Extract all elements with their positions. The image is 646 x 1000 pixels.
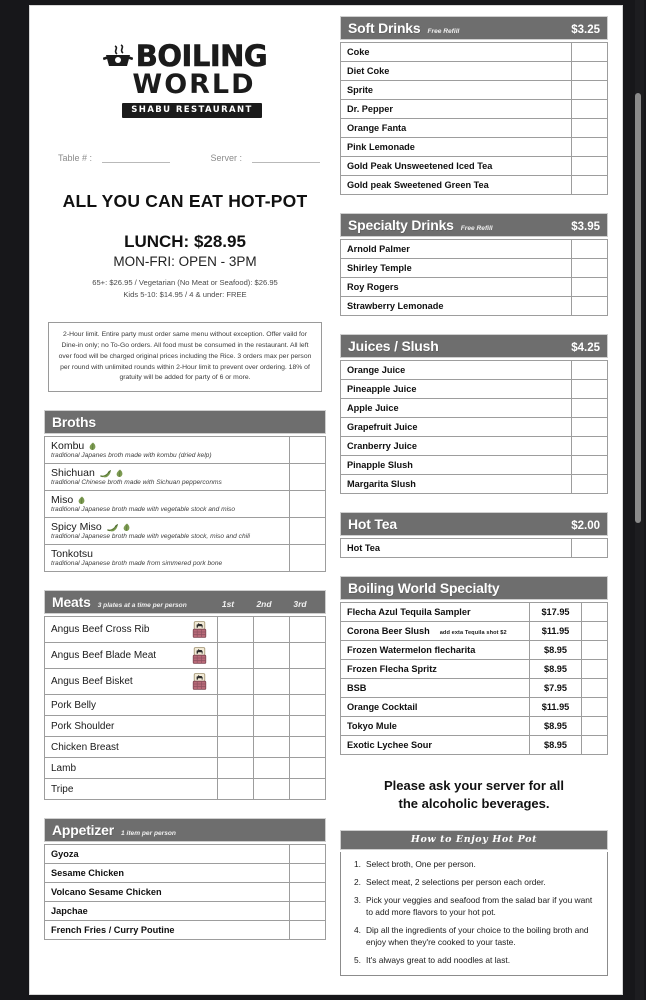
- broth-checkbox-cell[interactable]: [290, 464, 326, 491]
- table-row: [341, 660, 608, 679]
- meat-checkbox-1st[interactable]: [218, 716, 254, 737]
- meat-checkbox-3rd[interactable]: [290, 695, 326, 716]
- table-number-label: Table # :: [58, 152, 93, 163]
- specialty-drink-item-checkbox[interactable]: [572, 259, 608, 278]
- specialty-item-name: Flecha Azul Tequila Sampler: [347, 607, 471, 617]
- broth-cell: [45, 491, 290, 518]
- table-row: [341, 437, 608, 456]
- meat-cell: [45, 669, 218, 695]
- table-row: [341, 539, 608, 558]
- table-row: [45, 643, 326, 669]
- appetizer-item: Sesame Chicken: [45, 864, 290, 883]
- table-row: [341, 81, 608, 100]
- meat-checkbox-2nd[interactable]: [254, 695, 290, 716]
- meats-column-headers: [210, 599, 318, 609]
- specialty-item-name: Orange Cocktail: [347, 702, 418, 712]
- broth-description: traditional Japanese broth made with vegetable stock and miso: [51, 506, 236, 514]
- table-row: [341, 361, 608, 380]
- how-to-step-text: Pick your veggies and seafood from the salad bar if you want to add more flavors to your hot pot.: [366, 894, 593, 917]
- table-row: [45, 864, 326, 883]
- meat-checkbox-1st[interactable]: [218, 758, 254, 779]
- specialty-drink-item-checkbox[interactable]: [572, 297, 608, 316]
- how-to-step: [350, 925, 598, 949]
- how-to-step-number: 5.: [354, 954, 361, 965]
- meat-checkbox-2nd[interactable]: [254, 716, 290, 737]
- juices-price: $4.25: [571, 341, 600, 354]
- broth-name: Miso: [51, 494, 74, 507]
- table-row: [341, 43, 608, 62]
- specialty-item-checkbox[interactable]: [582, 660, 608, 679]
- soft-drink-item-checkbox[interactable]: [572, 43, 608, 62]
- soft-drink-item-checkbox[interactable]: [572, 100, 608, 119]
- lunch-price: LUNCH: $28.95: [124, 231, 246, 251]
- juice-item-checkbox[interactable]: [572, 361, 608, 380]
- meat-checkbox-1st[interactable]: [218, 617, 254, 643]
- soft-drink-item-checkbox[interactable]: [572, 119, 608, 138]
- specialty-item-name: Frozen Flecha Spritz: [347, 664, 437, 674]
- menu-page: [30, 6, 622, 994]
- meat-checkbox-3rd[interactable]: [290, 669, 326, 695]
- alcohol-notice-line2: the alcoholic beverages.: [398, 795, 550, 811]
- table-row: [341, 259, 608, 278]
- specialty-drink-item: Shirley Temple: [341, 259, 572, 278]
- broth-description: traditional Japanese broth made with vegetable stock, miso and chili: [51, 533, 251, 541]
- alcohol-notice-line1: Please ask your server for all: [384, 778, 564, 793]
- appetizer-item: Volcano Sesame Chicken: [45, 883, 290, 902]
- table-row: [341, 278, 608, 297]
- meat-checkbox-3rd[interactable]: [290, 758, 326, 779]
- section-broths: [44, 410, 326, 572]
- meat-checkbox-1st[interactable]: [218, 695, 254, 716]
- specialty-item-cell: [341, 679, 530, 698]
- broth-cell: [45, 518, 290, 545]
- beef-cut-icon: [192, 673, 207, 690]
- table-row: [341, 100, 608, 119]
- meat-checkbox-2nd[interactable]: [254, 758, 290, 779]
- section-hot-tea: [340, 512, 608, 558]
- broth-checkbox-cell[interactable]: [290, 545, 326, 572]
- specialty-item-price: $7.95: [530, 679, 582, 698]
- soft-drink-item: Orange Fanta: [341, 119, 572, 138]
- page-title: ALL YOU CAN EAT HOT-POT: [62, 190, 308, 211]
- table-row: [45, 617, 326, 643]
- meat-cell: [45, 695, 218, 716]
- how-to-step-text: Select meat, 2 selections per person each order.: [366, 877, 546, 888]
- section-juices: [340, 334, 608, 494]
- lunch-note-line1: 65+: $26.95 / Vegetarian (No Meat or Seafood): $26.95: [92, 277, 278, 287]
- specialty-item-cell: [341, 736, 530, 755]
- broths-table: [44, 436, 326, 572]
- how-to-step-text: Dip all the ingredients of your choice to the boiling broth and enjoy when they're cooked to your taste.: [366, 924, 589, 947]
- bw-specialty-title: Boiling World Specialty: [348, 579, 500, 596]
- table-number-input[interactable]: [102, 152, 170, 163]
- specialty-item-price: $11.95: [530, 698, 582, 717]
- how-to-step-number: 3.: [354, 894, 361, 905]
- leaf-icon: [116, 469, 124, 478]
- meats-column-header: 2nd: [256, 598, 272, 609]
- table-row: [45, 779, 326, 800]
- hot-tea-title: Hot Tea: [348, 515, 397, 532]
- appetizer-subtitle: 1 item per person: [121, 829, 176, 837]
- specialty-item-checkbox[interactable]: [582, 622, 608, 641]
- soft-drink-item: Dr. Pepper: [341, 100, 572, 119]
- chili-icon: [107, 523, 118, 531]
- logo-text-world: WORLD: [132, 69, 256, 100]
- server-label: Server :: [210, 152, 243, 163]
- logo-text-boiling: BOILING: [135, 39, 268, 73]
- table-row: [341, 679, 608, 698]
- specialty-item-checkbox[interactable]: [582, 641, 608, 660]
- section-how-to-enjoy: [340, 830, 608, 975]
- table-row: [341, 62, 608, 81]
- table-row: [45, 464, 326, 491]
- juice-item: Cranberry Juice: [341, 437, 572, 456]
- table-row: [45, 695, 326, 716]
- meat-name: Angus Beef Blade Meat: [51, 650, 157, 662]
- table-row: [45, 545, 326, 572]
- meat-checkbox-3rd[interactable]: [290, 643, 326, 669]
- meat-name: Tripe: [51, 783, 74, 795]
- specialty-item-name: BSB: [347, 683, 367, 693]
- specialty-item-checkbox[interactable]: [582, 698, 608, 717]
- table-row: [341, 297, 608, 316]
- soft-drink-item-checkbox[interactable]: [572, 81, 608, 100]
- soft-drink-item: Gold Peak Unsweetened Iced Tea: [341, 157, 572, 176]
- logo-tagline: SHABU RESTAURANT: [122, 103, 261, 118]
- specialty-item-note: add exta Tequila shot $2: [439, 630, 507, 636]
- broth-name: Spicy Miso: [51, 521, 102, 534]
- how-to-step-number: 2.: [354, 877, 361, 888]
- meats-column-header: 3rd: [293, 598, 307, 609]
- leaf-icon: [123, 523, 131, 532]
- specialty-drink-item-checkbox[interactable]: [572, 278, 608, 297]
- meat-checkbox-1st[interactable]: [218, 737, 254, 758]
- how-to-step: [350, 895, 598, 919]
- terms-box: 2-Hour limit. Entire party must order same menu without exception. Offer vaild for Dine-in only; no To-Go orders. All food must be consumed in the restaurant. All left over food will be charged original prices including the Rice. 3 orders max per person per round with unlimited rounds within 2-Hour limit to prevent over ordering. 18% of gratuity will be added for party of 6 or more.: [48, 322, 322, 392]
- specialty-item-name: Tokyo Mule: [347, 721, 397, 731]
- how-to-title: How to Enjoy Hot Pot: [340, 830, 608, 850]
- broth-cell: [45, 545, 290, 572]
- specialty-drinks-table: [340, 239, 608, 316]
- specialty-item-price: $8.95: [530, 641, 582, 660]
- meat-checkbox-3rd[interactable]: [290, 779, 326, 800]
- broth-cell: [45, 464, 290, 491]
- specialty-item-cell: [341, 622, 530, 641]
- section-specialty-drinks: [340, 213, 608, 316]
- table-row: [341, 380, 608, 399]
- leaf-icon: [89, 442, 97, 451]
- juice-item-checkbox[interactable]: [572, 399, 608, 418]
- soft-drink-item: Sprite: [341, 81, 572, 100]
- juice-item: Pineapple Juice: [341, 380, 572, 399]
- specialty-item-cell: [341, 603, 530, 622]
- broth-name: Shichuan: [51, 467, 95, 480]
- meats-table: [44, 616, 326, 800]
- how-to-step: [350, 955, 598, 967]
- soft-drink-item: Coke: [341, 43, 572, 62]
- server-input[interactable]: [252, 152, 320, 163]
- broth-cell: [45, 437, 290, 464]
- table-row: [45, 883, 326, 902]
- meat-checkbox-1st[interactable]: [218, 643, 254, 669]
- how-to-step-number: 1.: [354, 859, 361, 870]
- meat-name: Lamb: [51, 762, 77, 774]
- table-row: [341, 176, 608, 195]
- table-row: [341, 157, 608, 176]
- hot-tea-price: $2.00: [571, 519, 600, 532]
- specialty-drinks-subtitle: Free Refill: [460, 224, 493, 232]
- meat-name: Pork Belly: [51, 699, 97, 711]
- section-appetizer: [44, 818, 326, 940]
- meat-checkbox-3rd[interactable]: [290, 737, 326, 758]
- specialty-item-price: $8.95: [530, 736, 582, 755]
- meat-cell: [45, 617, 218, 643]
- soft-drink-item-checkbox[interactable]: [572, 62, 608, 81]
- juices-title: Juices / Slush: [348, 337, 439, 354]
- juice-item-checkbox[interactable]: [572, 418, 608, 437]
- broths-title: Broths: [52, 413, 96, 430]
- table-row: [341, 240, 608, 259]
- table-row: [45, 491, 326, 518]
- specialty-item-price: $8.95: [530, 717, 582, 736]
- meat-cell: [45, 758, 218, 779]
- appetizer-item-checkbox[interactable]: [290, 864, 326, 883]
- table-row: [45, 921, 326, 940]
- soft-drinks-subtitle: Free Refill: [427, 27, 460, 35]
- specialty-item-name: Exotic Lychee Sour: [347, 740, 432, 750]
- scrollbar-track[interactable]: [635, 0, 644, 1000]
- broth-description: traditional Chinese broth made with Sichuan pepperconms: [51, 479, 222, 487]
- meat-cell: [45, 643, 218, 669]
- table-row: [341, 475, 608, 494]
- soft-drink-item: Gold peak Sweetened Green Tea: [341, 176, 572, 195]
- table-row: [45, 758, 326, 779]
- chili-icon: [100, 469, 111, 477]
- appetizer-item: French Fries / Curry Poutine: [45, 921, 290, 940]
- soft-drinks-price: $3.25: [571, 23, 600, 36]
- beef-cut-icon: [192, 647, 207, 664]
- table-row: [341, 119, 608, 138]
- meat-checkbox-2nd[interactable]: [254, 643, 290, 669]
- table-row: [341, 418, 608, 437]
- meat-checkbox-2nd[interactable]: [254, 617, 290, 643]
- table-row: [45, 669, 326, 695]
- lunch-hours: MON-FRI: OPEN - 3PM: [113, 253, 257, 269]
- appetizer-item-checkbox[interactable]: [290, 883, 326, 902]
- section-soft-drinks: [340, 16, 608, 195]
- appetizer-item-checkbox[interactable]: [290, 902, 326, 921]
- soft-drink-item-checkbox[interactable]: [572, 157, 608, 176]
- hot-tea-item-checkbox[interactable]: [572, 539, 608, 558]
- juices-table: [340, 360, 608, 494]
- meat-checkbox-1st[interactable]: [218, 669, 254, 695]
- appetizer-item-checkbox[interactable]: [290, 921, 326, 940]
- how-to-step-text: It's always great to add noodles at last.: [366, 954, 511, 965]
- meat-checkbox-2nd[interactable]: [254, 779, 290, 800]
- meat-checkbox-2nd[interactable]: [254, 669, 290, 695]
- table-row: [341, 138, 608, 157]
- broth-checkbox-cell[interactable]: [290, 518, 326, 545]
- hotpot-icon: [103, 44, 133, 70]
- appetizer-item: Japchae: [45, 902, 290, 921]
- meat-name: Chicken Breast: [51, 741, 119, 753]
- appetizer-item-checkbox[interactable]: [290, 845, 326, 864]
- juice-item: Margarita Slush: [341, 475, 572, 494]
- meat-name: Angus Beef Cross Rib: [51, 624, 150, 636]
- specialty-item-checkbox[interactable]: [582, 717, 608, 736]
- table-row: [341, 698, 608, 717]
- alcohol-notice: [340, 777, 608, 812]
- soft-drink-item: Pink Lemonade: [341, 138, 572, 157]
- leaf-icon: [78, 496, 86, 505]
- specialty-item-cell: [341, 660, 530, 679]
- beef-cut-icon: [192, 621, 207, 638]
- meat-checkbox-1st[interactable]: [218, 779, 254, 800]
- specialty-item-price: $17.95: [530, 603, 582, 622]
- soft-drinks-table: [340, 42, 608, 195]
- specialty-item-checkbox[interactable]: [582, 736, 608, 755]
- menu-right-column: [340, 16, 608, 976]
- lunch-note-line2: Kids 5-10: $14.95 / 4 & under: FREE: [123, 289, 247, 299]
- meat-name: Angus Beef Bisket: [51, 676, 133, 688]
- how-to-step-number: 4.: [354, 924, 361, 935]
- juice-item: Grapefruit Juice: [341, 418, 572, 437]
- juice-item-checkbox[interactable]: [572, 380, 608, 399]
- specialty-item-cell: [341, 717, 530, 736]
- appetizer-item: Gyoza: [45, 845, 290, 864]
- how-to-step: [350, 859, 598, 871]
- specialty-drinks-title: Specialty Drinks: [348, 216, 454, 233]
- juice-item: Pinapple Slush: [341, 456, 572, 475]
- soft-drink-item-checkbox[interactable]: [572, 176, 608, 195]
- meats-title: Meats: [52, 593, 91, 610]
- specialty-item-name: Corona Beer Slush: [347, 626, 430, 636]
- how-to-step-text: Select broth, One per person.: [366, 859, 476, 870]
- specialty-drinks-price: $3.95: [571, 220, 600, 233]
- restaurant-logo: [44, 16, 326, 118]
- broth-name: Tonkotsu: [51, 548, 94, 561]
- how-to-steps: [340, 852, 608, 975]
- soft-drink-item-checkbox[interactable]: [572, 138, 608, 157]
- table-row: [341, 603, 608, 622]
- scrollbar-thumb[interactable]: [635, 93, 641, 523]
- juice-item: Apple Juice: [341, 399, 572, 418]
- meats-column-header: 1st: [221, 598, 235, 609]
- soft-drink-item: Diet Coke: [341, 62, 572, 81]
- juice-item-checkbox[interactable]: [572, 456, 608, 475]
- menu-left-column: [44, 16, 326, 976]
- meat-checkbox-3rd[interactable]: [290, 716, 326, 737]
- juice-item-checkbox[interactable]: [572, 437, 608, 456]
- hot-tea-item: Hot Tea: [341, 539, 572, 558]
- bw-specialty-table: [340, 602, 608, 755]
- broth-description: traditional Japanes broth made with kombu (dried kelp): [51, 452, 212, 460]
- appetizer-table: [44, 844, 326, 940]
- specialty-item-cell: [341, 641, 530, 660]
- specialty-drink-item: Arnold Palmer: [341, 240, 572, 259]
- table-row: [45, 716, 326, 737]
- appetizer-title: Appetizer: [52, 821, 114, 838]
- meat-cell: [45, 737, 218, 758]
- table-row: [45, 437, 326, 464]
- table-row: [45, 518, 326, 545]
- broth-checkbox-cell[interactable]: [290, 437, 326, 464]
- soft-drinks-title: Soft Drinks: [348, 19, 421, 36]
- meat-cell: [45, 779, 218, 800]
- hot-tea-table: [340, 538, 608, 558]
- specialty-item-price: $11.95: [530, 622, 582, 641]
- table-server-row: [44, 152, 326, 163]
- specialty-drink-item: Strawberry Lemonade: [341, 297, 572, 316]
- specialty-drink-item: Roy Rogers: [341, 278, 572, 297]
- table-row: [341, 399, 608, 418]
- specialty-item-price: $8.95: [530, 660, 582, 679]
- specialty-item-checkbox[interactable]: [582, 603, 608, 622]
- juice-item: Orange Juice: [341, 361, 572, 380]
- table-row: [341, 641, 608, 660]
- broth-name: Kombu: [51, 440, 85, 453]
- meat-checkbox-3rd[interactable]: [290, 617, 326, 643]
- broth-description: traditional Japanese broth made from simmered pork bone: [51, 560, 223, 568]
- broth-checkbox-cell[interactable]: [290, 491, 326, 518]
- table-row: [341, 717, 608, 736]
- table-row: [45, 902, 326, 921]
- specialty-drink-item-checkbox[interactable]: [572, 240, 608, 259]
- specialty-item-name: Frozen Watermelon flecharita: [347, 645, 476, 655]
- meats-subtitle: 3 plates at a time per person: [97, 601, 187, 609]
- table-row: [341, 622, 608, 641]
- table-row: [45, 845, 326, 864]
- section-boiling-world-specialty: [340, 576, 608, 755]
- specialty-item-checkbox[interactable]: [582, 679, 608, 698]
- how-to-step: [350, 877, 598, 889]
- meat-checkbox-2nd[interactable]: [254, 737, 290, 758]
- meat-cell: [45, 716, 218, 737]
- specialty-item-cell: [341, 698, 530, 717]
- table-row: [341, 456, 608, 475]
- section-meats: [44, 590, 326, 800]
- table-row: [341, 736, 608, 755]
- juice-item-checkbox[interactable]: [572, 475, 608, 494]
- meat-name: Pork Shoulder: [51, 720, 115, 732]
- table-row: [45, 737, 326, 758]
